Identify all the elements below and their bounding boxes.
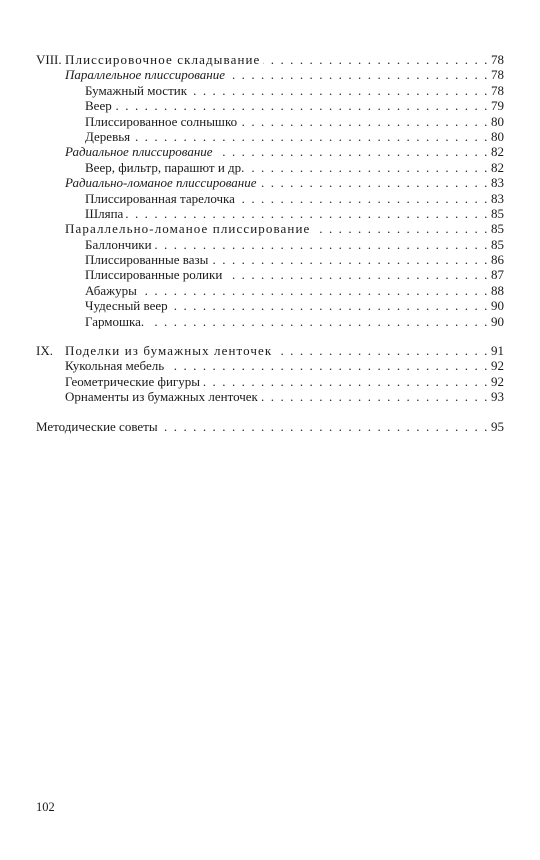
page-ref: 85 — [491, 236, 504, 252]
entry-title: Параллельное плиссирование — [65, 67, 228, 82]
page-ref: 79 — [491, 98, 504, 114]
entry-title: Плиссированная тарелочка — [85, 191, 238, 206]
dot-leader — [155, 237, 489, 252]
toc-entry[interactable] — [36, 298, 504, 313]
toc-entry[interactable] — [36, 114, 504, 129]
page-ref: 80 — [491, 128, 504, 144]
dot-leader — [115, 98, 489, 113]
entry-title: Кукольная мебель — [65, 358, 167, 373]
dot-leader — [313, 221, 489, 236]
page-ref: 82 — [491, 144, 504, 160]
entry-title: Геометрические фигуры — [65, 374, 203, 389]
entry-title: Абажуры — [85, 283, 140, 298]
section-number: VIII. — [36, 51, 62, 67]
page-ref: 82 — [491, 159, 504, 175]
dot-leader — [161, 419, 489, 434]
entry-title: Орнаменты из бумажных ленточек — [65, 389, 261, 404]
dot-leader — [203, 374, 489, 389]
entry-title: Веер — [85, 98, 115, 113]
page-ref: 85 — [491, 205, 504, 221]
entry-title: Чудесный веер — [85, 298, 171, 313]
toc-entry[interactable] — [36, 175, 504, 190]
entry-title: Плиссированные вазы — [85, 252, 211, 267]
entry-title: Радиальное плиссирование — [65, 144, 216, 159]
page-ref: 92 — [491, 358, 504, 374]
page-ref: 83 — [491, 190, 504, 206]
toc-entry[interactable] — [36, 206, 504, 221]
toc-entry[interactable] — [36, 314, 504, 329]
dot-leader — [263, 52, 489, 67]
dot-leader — [211, 252, 489, 267]
entry-title: Деревья — [85, 129, 133, 144]
entry-title: Гармошка. — [85, 314, 147, 329]
dot-leader — [167, 358, 489, 373]
entry-title: Веер, фильтр, парашют и др. — [85, 160, 247, 175]
page-number: 102 — [36, 800, 55, 814]
dot-leader — [216, 144, 489, 159]
toc-entry[interactable] — [36, 98, 504, 113]
toc-entry[interactable] — [36, 283, 504, 298]
entry-title: Радиально-ломаное плиссирование — [65, 175, 259, 190]
entry-title: Шляпа — [85, 206, 126, 221]
toc-entry[interactable] — [36, 389, 504, 404]
entry-title: Параллельно-ломаное плиссирование — [65, 221, 313, 236]
dot-leader — [147, 314, 489, 329]
dot-leader — [140, 283, 489, 298]
page-ref: 87 — [491, 267, 504, 283]
page-ref: 90 — [491, 298, 504, 314]
toc-entry[interactable] — [36, 267, 504, 282]
toc-entry[interactable] — [36, 67, 504, 82]
toc-entry[interactable] — [36, 237, 504, 252]
dot-leader — [133, 129, 489, 144]
toc-section-9[interactable] — [36, 343, 504, 358]
dot-leader — [275, 343, 489, 358]
section-spacer — [36, 405, 504, 419]
toc-entry[interactable] — [36, 83, 504, 98]
toc-entry[interactable] — [36, 358, 504, 373]
page-ref: 80 — [491, 113, 504, 129]
dot-leader — [240, 114, 489, 129]
table-of-contents — [36, 52, 504, 434]
section-title: Плиссировочное складывание — [65, 52, 263, 67]
page-ref: 91 — [491, 343, 504, 359]
toc-entry[interactable] — [36, 160, 504, 175]
entry-title: Бумажный мостик — [85, 83, 190, 98]
entry-title: Плиссированное солнышко — [85, 114, 240, 129]
page-ref: 86 — [491, 252, 504, 268]
page-ref: 92 — [491, 373, 504, 389]
toc-entry[interactable] — [36, 252, 504, 267]
page-ref: 83 — [491, 175, 504, 191]
dot-leader — [225, 267, 489, 282]
page-ref: 85 — [491, 221, 504, 237]
page-ref: 95 — [491, 418, 504, 434]
dot-leader — [190, 83, 489, 98]
dot-leader — [261, 389, 489, 404]
page-ref: 93 — [491, 389, 504, 405]
entry-title: Плиссированные ролики — [85, 267, 225, 282]
toc-entry[interactable] — [36, 144, 504, 159]
section-spacer — [36, 329, 504, 343]
toc-entry[interactable] — [36, 374, 504, 389]
toc-entry[interactable] — [36, 191, 504, 206]
entry-title: Методические советы — [36, 419, 161, 434]
dot-leader — [259, 175, 489, 190]
toc-entry[interactable] — [36, 221, 504, 236]
page-ref: 78 — [491, 82, 504, 98]
entry-title: Баллончики — [85, 237, 155, 252]
toc-entry[interactable] — [36, 129, 504, 144]
toc-section-8[interactable] — [36, 52, 504, 67]
dot-leader — [171, 298, 489, 313]
dot-leader — [247, 160, 489, 175]
page-ref: 78 — [491, 51, 504, 67]
dot-leader — [238, 191, 489, 206]
page-ref: 78 — [491, 67, 504, 83]
dot-leader — [126, 206, 489, 221]
section-title: Поделки из бумажных ленточек — [65, 343, 275, 358]
section-number: IX. — [36, 343, 53, 359]
page-ref: 90 — [491, 313, 504, 329]
page-ref: 88 — [491, 282, 504, 298]
toc-closing-entry[interactable] — [36, 419, 504, 434]
dot-leader — [228, 67, 489, 82]
